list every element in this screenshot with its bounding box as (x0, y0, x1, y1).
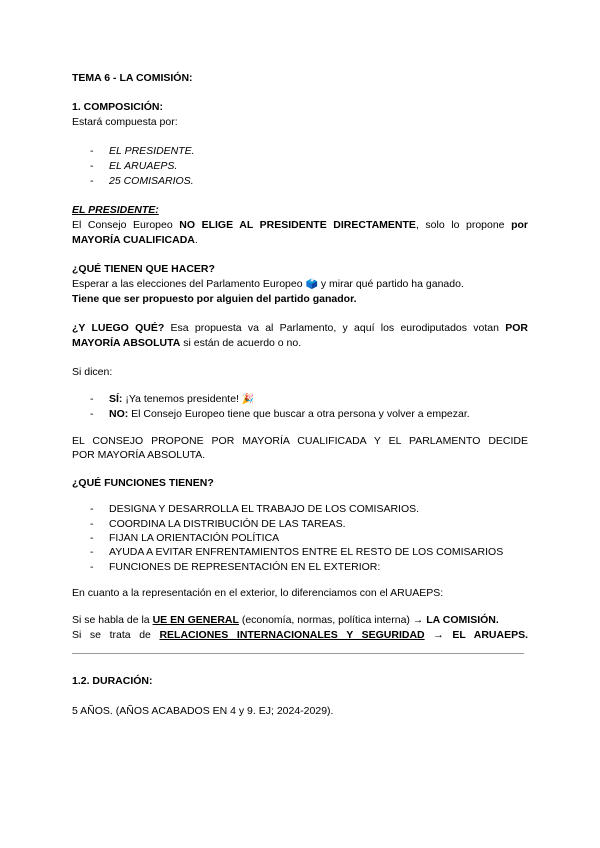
section-divider (72, 653, 524, 654)
que-hacer-heading: ¿QUÉ TIENEN QUE HACER? (72, 263, 215, 275)
duracion-text: 5 AÑOS. (AÑOS ACABADOS EN 4 y 9. EJ; 2024-2029). (72, 705, 334, 717)
presidente-paragraph-line2: MAYORÍA CUALIFICADA. (72, 234, 198, 246)
presidente-heading: EL PRESIDENTE: (72, 204, 159, 216)
representacion-intro: En cuanto a la representación en el exterior, lo diferenciamos con el ARUAEPS: (72, 587, 444, 599)
que-hacer-line1: Esperar a las elecciones del Parlamento Europeo 🗳️ y mirar qué partido ha ganado. (72, 278, 464, 290)
funciones-heading: ¿QUÉ FUNCIONES TIENEN? (72, 477, 214, 489)
presidente-paragraph-line1: El Consejo Europeo NO ELIGE AL PRESIDENTE DIRECTAMENTE, solo lo propone por (72, 219, 529, 231)
ballot-box-icon: 🗳️ (305, 279, 318, 290)
luego-line2: MAYORÍA ABSOLUTA si están de acuerdo o no. (72, 337, 302, 349)
party-popper-icon: 🎉 (241, 394, 255, 405)
composicion-intro: Estará compuesta por: (72, 116, 178, 128)
que-hacer-line2: Tiene que ser propuesto por alguien del partido ganador. (72, 293, 357, 305)
document-title: TEMA 6 - LA COMISIÓN: (72, 72, 193, 84)
si-dicen-label: Si dicen: (72, 366, 113, 378)
representacion-line2: Si se trata de RELACIONES INTERNACIONALES Y SEGURIDAD → EL ARUAEPS. (72, 629, 528, 641)
conclusion-line1: EL CONSEJO PROPONE POR MAYORÍA CUALIFICADA Y EL PARLAMENTO DECIDE (72, 435, 528, 447)
duracion-heading: 1.2. DURACIÓN: (72, 675, 153, 687)
luego-line1: ¿Y LUEGO QUÉ? Esa propuesta va al Parlamento, y aquí los eurodiputados votan POR (72, 322, 528, 334)
composicion-heading: 1. COMPOSICIÓN: (72, 101, 164, 113)
conclusion-line2: POR MAYORÍA ABSOLUTA. (72, 449, 206, 461)
representacion-line1: Si se habla de la UE EN GENERAL (economía, normas, política interna) → LA COMISIÓN. (72, 614, 499, 626)
